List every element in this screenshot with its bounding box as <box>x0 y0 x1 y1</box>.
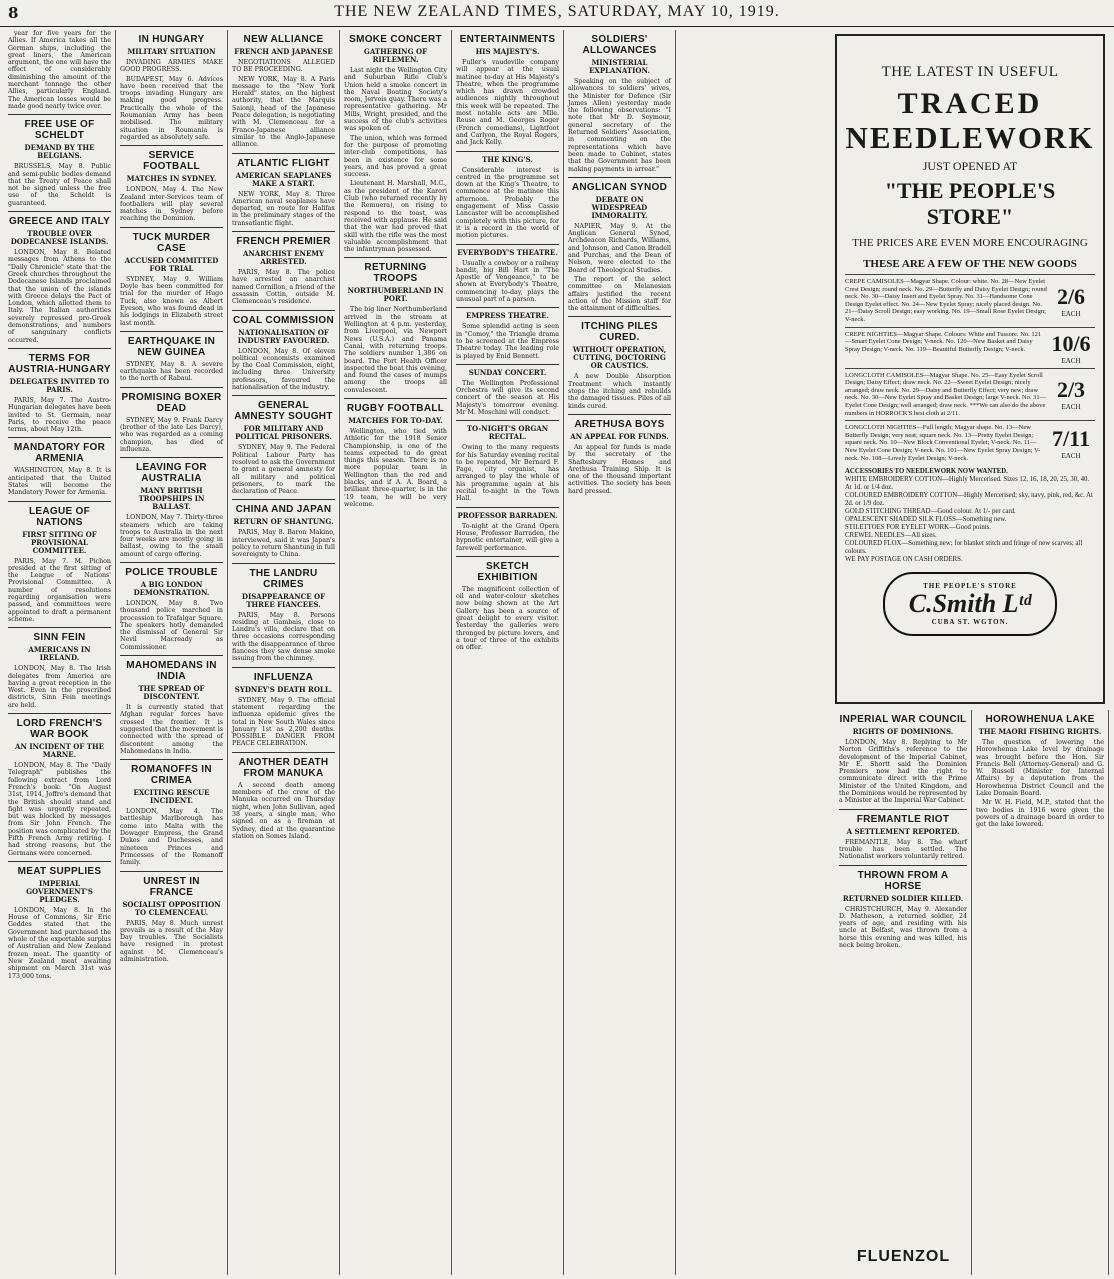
column-rule <box>456 556 559 557</box>
article-subhead: RIGHTS OF DOMINIONS. <box>852 727 954 736</box>
ad-product-group <box>845 420 1095 462</box>
article-headline: FREMANTLE RIOT <box>856 813 950 825</box>
article-headline: TERMS FOR AUSTRIA-HUNGARY <box>8 352 111 375</box>
article-headline: INPERIAL WAR COUNCIL <box>839 714 967 725</box>
column-rule <box>232 231 335 232</box>
article-headline: ENTERTAINMENTS <box>459 34 556 45</box>
article-paragraph: The union, which was formed for the purpose of promoting inter-club competitions, has been in existence for some years, and has proved a great success. <box>344 134 447 179</box>
column-3 <box>228 30 340 1275</box>
article-subhead: DISAPPEARANCE OF THREE FIANCEES. <box>241 591 326 609</box>
ad-headline-needlework: NEEDLEWORK <box>845 120 1095 155</box>
article-paragraph: SYDNEY, May 9. William Doyle has been committed for trial for the murder of Hugo Tuck, also known as Albert Eyeson, who was found dead in his lodgings in Elizabeth street last month. <box>120 275 223 327</box>
ad-price <box>1047 424 1095 462</box>
column-rule <box>120 145 223 146</box>
article-paragraph: PARIS, May 8. Persons residing at Gambais, close to Landru's villa, declare that on three occasions corresponding with the disappearance of three fiancees they saw dense smoke issuing from the chimney. <box>232 611 335 663</box>
article-headline: HOROWHENUA LAKE <box>985 714 1095 725</box>
article-paragraph: A new Double Absorption Treatment which instantly stops the itching and rebuilds the damaged tissues. Piles of all kinds cured. <box>568 373 671 410</box>
ad-accessory-line: WHITE EMBROIDERY COTTON—Highly Mercerised. Sizes 12, 16, 18, 20, 25, 30, 40. At 1d. or 1/4 doz. <box>845 476 1090 492</box>
column-rule <box>456 244 559 245</box>
article-headline: GENERAL AMNESTY SOUGHT <box>234 400 333 423</box>
ad-accessory-line: GOLD STITCHING THREAD—Good colour. At 1/- per card. <box>845 508 1016 516</box>
article-headline: POLICE TROUBLE <box>125 566 218 578</box>
article-headline: MEAT SUPPLIES <box>17 865 102 877</box>
article-headline: MAHOMEDANS IN INDIA <box>126 660 217 683</box>
article-subhead: PROFESSOR BARRADEN. <box>457 510 558 520</box>
article-headline: ANOTHER DEATH FROM MANUKA <box>238 756 329 779</box>
article-paragraph: Speaking on the subject of allowances to soldiers' wives, the Minister for Defence (Sir James Allen) yesterday made the following observations: "I note that Mr D. Seymour, general secretary of the Returned Soldiers' Association, in commenting on the representations which have been made to Cabinet, states that the Government has been making payments in arrear." <box>568 78 671 173</box>
column-rule <box>8 627 111 628</box>
article-headline: SOLDIERS' ALLOWANCES <box>582 34 657 56</box>
article-headline: SMOKE CONCERT <box>349 34 442 45</box>
article-paragraph: Owing to the many requests for his Saturday evening recital to be repeated, Mr Bernard F. Page, city organist, has arranged to play the whole of his programme again at his recital to-night in the Town Hall. <box>456 444 559 503</box>
column-rule <box>8 861 111 862</box>
article-subhead: AN INCIDENT OF THE MARNE. <box>15 742 104 760</box>
column-rule <box>839 809 967 810</box>
article-subhead: DELEGATES INVITED TO PARIS. <box>9 376 110 394</box>
article-subhead: MINISTERIAL EXPLANATION. <box>589 58 650 75</box>
logo-bottom: CUBA ST. WGTON. <box>931 618 1009 627</box>
article-headline: ARETHUSA BOYS <box>574 418 665 430</box>
article-subhead: EVERYBODY'S THEATRE. <box>457 247 558 257</box>
article-subhead: A SETTLEMENT REPORTED. <box>846 826 960 836</box>
ad-price-value: 2/6 <box>1056 283 1086 309</box>
article-headline: EARTHQUAKE IN NEW GUINEA <box>127 335 216 358</box>
article-subhead: A BIG LONDON DEMONSTRATION. <box>133 579 210 597</box>
ad-price-value: 2/3 <box>1056 377 1086 403</box>
ad-product-list: LONGCLOTH CAMISOLES—Magyar Shape. No. 25—Easy Eyelet Scroll Design; Daisy Effect; draw neck. No. 22—Sweet Eyelet Design; nicely arranged; draw neck. No. 29—Daisy and Butterfly Effect; very new; draw neck. No. 30—New Eyelet Spray and Basket Design; large V-neck. No. 31—Eyelet Cone Design; well arranged; draw neck. ***We can also do the above numbers in HORROCK'S best cloth at 2/11. <box>845 371 1047 417</box>
logo-top: THE PEOPLE'S STORE <box>923 582 1017 591</box>
article-paragraph: An appeal for funds is made by the secretary of the Shaftesbury Homes and Arethusa Training Ship. It is one of the thousand important activities. The society has been hard pressed. <box>568 443 671 495</box>
article-paragraph: CHRISTCHURCH, May 9. Alexander D. Matheson, a returned soldier, 24 years of age, and residing with his uncle at Belfast, was thrown from a horse this evening and was killed, his neck being broken. <box>839 905 967 950</box>
article-subhead: AMERICANS IN IRELAND. <box>28 645 91 663</box>
article-paragraph: The big liner Northumberland arrived in the stream at Wellington at 4 p.m. yesterday, from Liverpool, via Newport News (U.S.A.) and Panama Canal, with returning troops. The soldiers number 1,386 on board. The Port Health Officer inspected the boat this evening, and found the cases of mumps among the troops all convalescent. <box>344 306 447 394</box>
article-headline: LEAVING FOR AUSTRALIA <box>136 462 207 485</box>
article-paragraph: NAPIER, May 9. At the Anglican General Synod, Archdeacon Richards, Williams, and Johnson, and Canon Bradell and Purchas, and the Dean of Nelson, were elected to the Board of Theological Studies. <box>568 222 671 274</box>
column-rule <box>344 398 447 399</box>
ad-accessory-line: COLOURED FLOX—Something new; for blanket stitch and fringe of new scarves; all colours. <box>845 540 1083 556</box>
column-rule <box>120 457 223 458</box>
ad-accessory-line: OPALESCENT SHADED SILK FLOSS—Something new. <box>845 516 1007 524</box>
article-headline: NEW ALLIANCE <box>243 34 324 45</box>
article-paragraph: NEW YORK, May 8. Three American naval seaplanes have departed, en route for Halifax in the preliminary stages of the transatlantic flight. <box>232 190 335 227</box>
column-rule <box>8 114 111 115</box>
article-subhead: FOR MILITARY AND POLITICAL PRISONERS. <box>235 424 332 442</box>
ad-price <box>1047 331 1095 365</box>
article-subhead: GATHERING OF RIFLEMEN. <box>363 47 428 64</box>
article-paragraph: LONDON, May 8. Two thousand police marched in procession to Trafalgar Square. The speakers hotly demanded the dismissal of General Sir Nevil Macready as Commissioner. <box>120 599 223 651</box>
article-headline: SINN FEIN <box>33 632 86 644</box>
column-2 <box>116 30 228 1275</box>
article-paragraph: LONDON, May 7. Thirty-three steamers which are taking troops to Australia in the next four weeks are mostly going in ballast, owing to the small amount of cargo offering. <box>120 514 223 558</box>
article-paragraph: Wellington, who tied with Athletic for the 1918 Senior Championship, is one of the teams expected to do great things this season. There is no more popular team in Wellington than the red and blacks, and if A. A. Board, a brilliant three-quarter, is in the '19 team, he will be very welcome. <box>344 427 447 508</box>
ad-price-unit: EACH <box>1061 356 1081 365</box>
column-rule <box>456 151 559 152</box>
article-headline: THROWN FROM A HORSE <box>857 869 949 892</box>
column-rule <box>568 414 671 415</box>
article-paragraph: LONDON, May 8. The "Daily Telegraph" publishes the following extract from Lord French's book: "On August 31st, 1914, Joffre's demand that the British should stand and fight was urgently repeated, but was blocked by messages from Sir John French. The position was complicated by the Fifth French Army retiring. I had strong reasons, but the Germans were concerned. <box>8 762 111 857</box>
article-headline: ATLANTIC FLIGHT <box>237 157 330 169</box>
article-subhead: FRENCH AND JAPANESE <box>234 47 333 56</box>
column-rule <box>8 713 111 714</box>
ad-product-list: CREPE CAMISOLES—Magyar Shape. Colour: white. No. 28—New Eyelet Crest Design; round neck. No. 29—Butterfly and Daisy Eyelet Design; round neck. No. 30—Daisy Insert and Eyelet Spray. No. 31—Handsome Cone Design Eyelet effect. No. 24—New Eyelet Spray; nicely placed design. No. 21—Daisy Scroll Design; easy working. No. 19—Small Rose Eyelet Design; V-neck. <box>845 278 1047 323</box>
column-rule <box>456 307 559 308</box>
article-headline: PROMISING BOXER DEAD <box>121 391 222 414</box>
ad-accessory-line: WE PAY POSTAGE ON CASH ORDERS. <box>845 556 963 564</box>
column-rule <box>232 667 335 668</box>
needlework-advertisement <box>835 34 1105 704</box>
ad-product-list: LONGCLOTH NIGHTIES—Full length; Magyar shape. No. 13—New Butterfly Design; very neat; square neck. No. 13—Pretty Eyelet Design; square neck. No. 10—New Block Conventional Eyelet; V-neck. No. 11—New Eyelet Cone Design; V-neck. No. 101—New Eyelet Spray Design; V-neck. No. 108—Lovely Eyelet Design; V-neck. <box>845 424 1041 462</box>
article-paragraph: Some splendid acting is seen in "Comoy," the Triangle drama to be screened at the Empress Theatre today. The leading role is played by Enid Bennett. <box>456 323 559 360</box>
article-headline: SERVICE FOOTBALL <box>143 150 200 173</box>
article-subhead: FIRST SITTING OF PROVISIONAL COMMITTEE. <box>22 529 97 555</box>
article-paragraph: PARIS, May 8. Much unrest prevails as a result of the May Day troubles. The Socialists have resigned in protest against M. Clemenceau's administration. <box>120 919 223 963</box>
article-headline: THE LANDRU CRIMES <box>249 567 318 590</box>
article-subhead: DEMAND BY THE BELGIANS. <box>24 143 95 161</box>
ad-store-name: "THE PEOPLE'S STORE" <box>884 178 1056 229</box>
article-paragraph: SYDNEY, May 9. The Federal Political Labour Party has resolved to ask the Government to grant a general amnesty for all military and political prisoners, to mark the declaration of Peace. <box>232 444 335 496</box>
masthead <box>0 0 1114 27</box>
lower-column-2 <box>972 710 1109 1275</box>
article-subhead: MILITARY SITUATION <box>127 47 216 56</box>
article-paragraph: PARIS, May 7. M. Pichon presided at the first sitting of the League of Nations' Provisional Committee. A number of resolutions regarding organisation were passed, and committees were appointed to draft a permanent scheme. <box>8 557 111 623</box>
article-subhead: THE SPREAD OF DISCONTENT. <box>138 684 205 702</box>
article-headline: TUCK MURDER CASE <box>132 231 211 254</box>
article-paragraph: NEGOTIATIONS ALLEGED TO BE PROCEEDING. <box>232 59 335 74</box>
article-headline: RETURNING TROOPS <box>364 262 427 285</box>
ad-price-value: 7/11 <box>1052 426 1090 452</box>
article-subhead: EXCITING RESCUE INCIDENT. <box>133 788 210 806</box>
ad-new-goods: THESE ARE A FEW OF THE NEW GOODS <box>863 258 1077 270</box>
article-subhead: SUNDAY CONCERT. <box>468 367 547 377</box>
column-rule <box>120 562 223 563</box>
article-subhead: HIS MAJESTY'S. <box>475 47 540 56</box>
article-paragraph: LONDON, May 8. Belated messages from Athens to the "Daily Chronicle" state that the Greek churches throughout the Dodecanese Islands proclaimed that the union of the islands with Greece delays the Pact of London, which allotted them to Italy. The Italian authorities severely repressed pro-Greek demonstrations, and numbers of sanguinary conflicts occurred. <box>8 249 111 344</box>
article-subhead: MANY BRITISH TROOPSHIPS IN BALLAST. <box>138 486 205 512</box>
article-headline: IN HUNGARY <box>138 34 205 45</box>
article-paragraph: BUDAPEST, May 6. Advices have been received that the troops invading Hungary are making good progress. Practically the whole of the Roumanian Army has been mobilised. The military situation in Roumania is regarded as absolutely safe. <box>120 75 223 141</box>
article-headline: FREE USE OF SCHELDT <box>24 119 95 142</box>
ad-product-group <box>845 368 1095 418</box>
article-subhead: NORTHUMBERLAND IN PORT. <box>347 286 444 304</box>
article-subhead: MATCHES FOR TO-DAY. <box>348 415 443 425</box>
article-headline: SKETCH EXHIBITION <box>477 560 538 583</box>
ad-product-group <box>845 327 1095 365</box>
column-rule <box>120 331 223 332</box>
article-paragraph: Fuller's vaudeville company will appear at the usual matinee to-day at His Majesty's Theatre, when the programme which has drawn crowded audiences nightly throughout this week will be repeated. The most notable acts are Mlle. Reuse and M. Georges Roger (French comedians), Lightfoot and Carlyon, the Royal Rogers, and Jack Kelly. <box>456 59 559 147</box>
article-subhead: DEBATE ON WIDESPREAD IMMORALITY. <box>591 194 648 220</box>
article-paragraph: LONDON, May 8. The Irish delegates from America are having a great reception in the West. Even in the proscribed districts, Sinn Fein meetings are held. <box>8 665 111 709</box>
article-subhead: AN APPEAL FOR FUNDS. <box>570 431 669 441</box>
article-paragraph: LONDON, May 4. The battleship Marlborough has come into Malta with the Dowager Empress, the Grand Dukes and Duchesses, and nineteen Princes and Princesses of the Romanoff family. <box>120 808 223 867</box>
column-rule <box>8 501 111 502</box>
lower-column-1 <box>835 710 972 1275</box>
ad-product-groups <box>845 274 1095 462</box>
article-paragraph: Lieutenant H. Marshall, M.C., as the president of the Karori Club (who returned recently by the Remuera), on rising to respond to the toast, was received with applause. He said that the war had proved that skill with the rifle was the most valuable accomplishment that the infantryman possessed. <box>344 180 447 254</box>
store-logo <box>883 572 1057 636</box>
column-rule <box>8 211 111 212</box>
article-headline: CHINA AND JAPAN <box>235 504 332 516</box>
column-4 <box>340 30 452 1275</box>
article-subhead: RETURNED SOLDIER KILLED. <box>842 893 964 903</box>
article-headline: UNREST IN FRANCE <box>143 875 200 898</box>
article-headline: INFLUENZA <box>253 671 314 683</box>
column-rule <box>8 348 111 349</box>
article-subhead: IMPERIAL GOVERNMENT'S PLEDGES. <box>26 878 93 904</box>
article-paragraph: Considerable interest is centred in the programme set down at the King's Theatre, to commence at the matinee this afternoon. Probably the engagement of Miss Cassie Lancaster will be accomplished completely with this picture, for it is a record in the world of motion pictures. <box>456 166 559 240</box>
ad-accessory-line: COLOURED EMBROIDERY COTTON—Highly Mercerised; sky, navy, pink, red, &c. At 2d. or 1/9 doz. <box>845 492 1093 508</box>
ad-price-unit: EACH <box>1061 403 1081 412</box>
article-headline: ROMANOFFS IN CRIMEA <box>131 764 212 787</box>
column-rule <box>120 759 223 760</box>
column-rule <box>8 437 111 438</box>
article-subhead: AMERICAN SEAPLANES MAKE A START. <box>235 170 332 188</box>
lower-columns <box>835 710 1110 1275</box>
column-rule <box>232 563 335 564</box>
article-subhead: SYDNEY'S DEATH ROLL. <box>234 684 333 694</box>
ad-price-unit: EACH <box>1061 309 1081 318</box>
column-rule <box>232 153 335 154</box>
ad-accessories-heading: ACCESSORIES TO NEEDLEWORK NOW WANTED. <box>845 468 1008 476</box>
ad-price <box>1047 278 1095 324</box>
article-headline: RUGBY FOOTBALL <box>346 402 445 414</box>
fluenzol-advert: FLUENZOL <box>856 1248 951 1265</box>
article-headline: LORD FRENCH'S WAR BOOK <box>16 718 103 741</box>
article-paragraph: NEW YORK, May 8. A Paris message to the "New York Herald" states, on the highest authority, that the Marquis Saionji, head of the Japanese Peace delegation, is negotiating with M. Clemenceau for a Franco-Japanese alliance similar to the Anglo-Japanese alliance. <box>232 75 335 149</box>
ad-price <box>1047 372 1095 418</box>
article-paragraph: year for five years for the Allies. If America takes all the German ships, including the great liners, the American argument, the one will have the effect of considerably diminishing the amount of the merchant tonnage the other Allies, particularly England. The American losses would be made good nearly twice over. <box>8 30 111 110</box>
article-subhead: ACCUSED COMMITTED FOR TRIAL <box>124 255 219 273</box>
ad-just-opened: JUST OPENED AT <box>922 159 1018 173</box>
article-paragraph: SYDNEY, May 8. A severe earthquake has been recorded to the north of Rabaul. <box>120 360 223 383</box>
article-headline: COAL COMMISSION <box>233 314 334 326</box>
column-rule <box>120 871 223 872</box>
article-paragraph: Mr W. H. Field, M.P., stated that the two bodies in 1916 were given the powers of a drainage board in order to get the lake lowered. <box>976 799 1104 829</box>
column-rule <box>839 865 967 866</box>
article-headline: FRENCH PREMIER <box>236 236 331 248</box>
article-subhead: TROUBLE OVER DODECANESE ISLANDS. <box>10 229 109 247</box>
article-paragraph: Last night the Wellington City and Suburban Rifle Club's Union held a smoke concert in the Naval Boating Society's room, Jervois quay. There was a representative gathering. Mr Mills, Wright, presided, and the success of the club's activities was spoken of. <box>344 67 447 133</box>
article-paragraph: The question of lowering the Horowhenua Lake level by drainage was brought before the Hon. Sir Francis Bell (Attorney-General) and G. W. Russell (Minister for Internal Affairs) by a deputation from the Horowhenua District Council and the Lake Domain Board. <box>976 739 1104 798</box>
page-number: 8 <box>8 4 19 22</box>
ad-prices-line: THE PRICES ARE EVEN MORE ENCOURAGING <box>852 237 1088 249</box>
ad-accessories <box>845 468 1095 564</box>
column-rule <box>456 420 559 421</box>
ad-headline-1: THE LATEST IN USEFUL <box>881 64 1059 80</box>
column-rule <box>568 316 671 317</box>
article-paragraph: LONDON, May 8. Replying to Mr Norton Griffiths's reference to the development of the Imperial Cabinet, Mr E. Shortt said the Dominion Premiers now had the right to communicate direct with the Prime Minister of the United Kingdom, and the Dominions would be represented by a Minister at the Imperial War Cabinet. <box>839 739 967 805</box>
column-rule <box>120 655 223 656</box>
newspaper-title: THE NEW ZEALAND TIMES, SATURDAY, MAY 10, 1919. <box>334 3 780 20</box>
article-paragraph: To-night at the Grand Opera House, Professor Barraden, the hypnotic entertainer, will give a farewell performance. <box>456 522 559 552</box>
logo-name: C.Smith Lᵗᵈ <box>908 589 1032 619</box>
article-paragraph: The report of the select committee on Melanesian affairs justified the recent action of the Mission staff for the attainment of difficulties. <box>568 275 671 313</box>
article-subhead: ANARCHIST ENEMY ARRESTED. <box>242 249 325 267</box>
ad-accessory-line: STILETTOES FOR EYELET WORK—Good points. <box>845 524 991 532</box>
article-headline: LEAGUE OF NATIONS <box>28 505 91 528</box>
ad-headline-traced: TRACED <box>897 87 1043 120</box>
article-paragraph: PARIS, May 8. Baron Makino, interviewed, said it was Japan's policy to return Shantung in full sovereignty to China. <box>232 529 335 559</box>
ad-product-group <box>845 274 1095 324</box>
article-paragraph: The magnificent collection of oil and water-colour sketches now being shown at the Art Gallery has been a source of great delight to every visitor. Yesterday the galleries were thronged by picture lovers, and a tour of three of the exhibits on offer. <box>456 585 559 652</box>
article-paragraph: LONDON, May 8. Of eleven political economists examined by the Coal Commission, eight, including three University professors, favoured the nationalisation of the industry. <box>232 347 335 392</box>
article-subhead: THE KING'S. <box>482 154 533 164</box>
column-1 <box>4 30 116 1275</box>
article-paragraph: SYDNEY, May 9. The official statement regarding the influenza epidemic gives the total in New South Wales since January 1st as 2,200 deaths. POSSIBLE DANGER FROM PEACE CELEBRATION. <box>232 696 335 748</box>
column-rule <box>232 499 335 500</box>
column-rule <box>232 752 335 753</box>
article-subhead: WITHOUT OPERATION, CUTTING, DOCTORING OR CAUSTICS. <box>572 345 667 371</box>
column-rule <box>232 395 335 396</box>
article-paragraph: PARIS, May 7. The Austro-Hungarian delegates have been invited to St. Germain, near Paris, to receive the peace terms, about May 12th. <box>8 396 111 434</box>
article-subhead: SOCIALIST OPPOSITION TO CLEMENCEAU. <box>122 899 221 917</box>
article-subhead: RETURN OF SHANTUNG. <box>233 517 334 527</box>
article-subhead: TO-NIGHT'S ORGAN RECITAL. <box>466 424 549 442</box>
column-rule <box>232 310 335 311</box>
article-paragraph: The Wellington Professional Orchestra will give its second concert of the season at His Majesty's tomorrow evening. Mr M. Moschini will conduct. <box>456 379 559 416</box>
ad-price-unit: EACH <box>1061 452 1081 461</box>
article-headline: MANDATORY FOR ARMENIA <box>13 442 106 465</box>
article-paragraph: Usually a cowboy or a railway bandit, big Bill Hart in "The Apostle of Vengeance," to be shown at Everybody's Theatre, commencing to-day, plays the unusual part of a parson. <box>456 259 559 304</box>
column-rule <box>568 177 671 178</box>
article-paragraph: SYDNEY, May 9. Frank Darcy (brother of the late Les Darcy), who was regarded as a coming champion, has died of influenza. <box>120 416 223 453</box>
article-paragraph: It is currently stated that Afghan regular forces have crossed the frontier. It is suggested that the movement is connected with the spread of discontent among the Mahomedans in India. <box>120 704 223 755</box>
article-subhead: THE MAORI FISHING RIGHTS. <box>978 727 1102 736</box>
column-rule <box>120 227 223 228</box>
column-rule <box>456 364 559 365</box>
article-paragraph: INVADING ARMIES MAKE GOOD PROGRESS. <box>120 59 223 74</box>
article-headline: GREECE AND ITALY <box>8 216 111 228</box>
column-5 <box>452 30 564 1275</box>
article-paragraph: LONDON, May 8. In the House of Commons, Sir Eric Geddes stated that the Government had purchased the whole of the exportable surplus of Australian and New Zealand frozen meat. The quantity of New Zealand meat awaiting shipment on March 31st was 173,000 tons. <box>8 906 111 980</box>
article-headline: ANGLICAN SYNOD <box>571 181 668 193</box>
article-subhead: MATCHES IN SYDNEY. <box>126 174 217 184</box>
article-paragraph: FREMANTLE, May 8. The wharf trouble has been settled. The Nationalist workers voluntarily retired. <box>839 838 967 861</box>
article-paragraph: BRUSSELS, May 8. Public and semi-public bodies demand that the Treaty of Peace shall not be signed unless the free use of the Scheldt is guaranteed. <box>8 163 111 207</box>
article-headline: ITCHING PILES CURED. <box>581 321 658 344</box>
article-paragraph: PARIS, May 8. The police have arrested an anarchist named Cornillon, a friend of the assassin Cottin, outside M. Clemenceau's residence. <box>232 269 335 306</box>
ad-product-list: CREPE NIGHTIES—Magyar Shape. Colours: White and Tussore. No. 121—Smart Eyelet Cone Design; V-neck. No. 120—New Basket and Daisy Spray Design; V-neck. No. 119—Beautiful Butterfly Design; V-neck. <box>845 330 1042 353</box>
article-paragraph: WASHINGTON, May 8. It is anticipated that the United States will become the Mandatory Power for Armenia. <box>8 467 111 497</box>
column-rule <box>456 507 559 508</box>
ad-accessory-line: CREWEL NEEDLES—All sizes. <box>845 532 937 540</box>
article-paragraph: LONDON, May 4. The New Zealand inter-Services team of footballers will play several matches in Sydney before reaching the Dominion. <box>120 186 223 223</box>
article-subhead: EMPRESS THEATRE. <box>466 311 549 321</box>
column-6 <box>564 30 676 1275</box>
article-paragraph: A second death among members of the crew of the Manuka occurred on Thursday night, when John Sullivan, aged 38 years, a single man, who signed on as a fireman at Sydney, died at the quarantine station on Somes Island. <box>232 781 335 840</box>
column-rule <box>344 257 447 258</box>
article-subhead: NATIONALISATION OF INDUSTRY FAVOURED. <box>237 327 330 345</box>
column-rule <box>120 387 223 388</box>
ad-price-value: 10/6 <box>1051 330 1091 356</box>
